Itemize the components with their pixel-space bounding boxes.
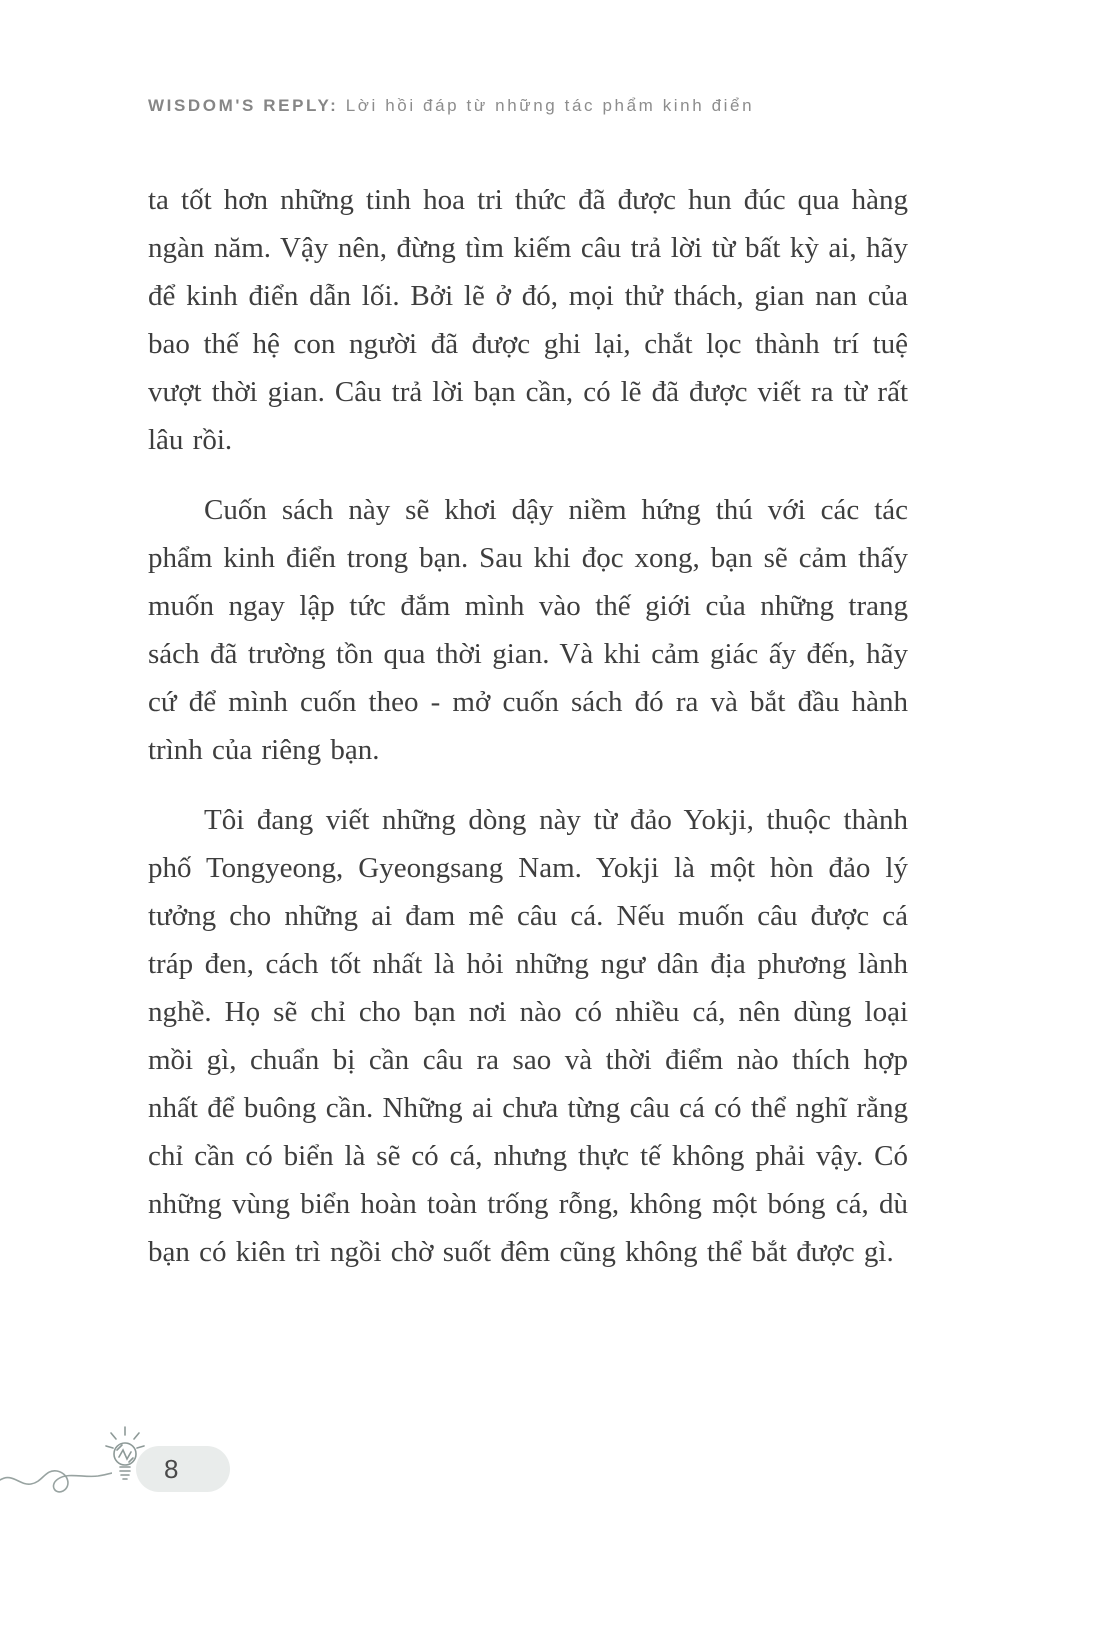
running-header-title-vi: Lời hồi đáp từ những tác phẩm kinh điển xyxy=(338,96,755,115)
page-number: 8 xyxy=(164,1453,179,1484)
body-paragraph: Cuốn sách này sẽ khơi dậy niềm hứng thú với các tác phẩm kinh điển trong bạn. Sau khi đọc xong, bạn sẽ cảm thấy muốn ngay lập tức đắm mình vào thế giới của những trang sách đã trường tồn qua thời gian. Và khi cảm giác ấy đến, hãy cứ để mình cuốn theo - mở cuốn sách đó ra và bắt đầu hành trình của riêng bạn. xyxy=(148,494,908,766)
page-footer xyxy=(0,1424,1119,1514)
lightbulb-icon xyxy=(102,1424,148,1486)
running-header-title-en: WISDOM'S REPLY: xyxy=(148,96,339,115)
running-header xyxy=(148,96,948,116)
body-paragraph: ta tốt hơn những tinh hoa tri thức đã được hun đúc qua hàng ngàn năm. Vậy nên, đừng tìm kiếm câu trả lời từ bất kỳ ai, hãy để kinh điển dẫn lối. Bởi lẽ ở đó, mọi thử thách, gian nan của bao thế hệ con người đã được ghi lại, chắt lọc thành trí tuệ vượt thời gian. Câu trả lời bạn cần, có lẽ đã được viết ra từ rất lâu rồi. xyxy=(148,184,908,456)
body-paragraph: Tôi đang viết những dòng này từ đảo Yokji, thuộc thành phố Tongyeong, Gyeongsang Nam. Yokji là một hòn đảo lý tưởng cho những ai đam mê câu cá. Nếu muốn câu được cá tráp đen, cách tốt nhất là hỏi những ngư dân địa phương lành nghề. Họ sẽ chỉ cho bạn nơi nào có nhiều cá, nên dùng loại mồi gì, chuẩn bị cần câu ra sao và thời điểm nào thích hợp nhất để buông cần. Những ai chưa từng câu cá có thể nghĩ rằng chỉ cần có biển là sẽ có cá, nhưng thực tế không phải vậy. Có những vùng biển hoàn toàn trống rỗng, không một bóng cá, dù bạn có kiên trì ngồi chờ suốt đêm cũng không thể bắt được gì. xyxy=(148,804,908,1268)
squiggle-line-decoration xyxy=(0,1454,112,1498)
page-body-text xyxy=(148,176,908,1298)
page-number-pill xyxy=(136,1446,230,1492)
